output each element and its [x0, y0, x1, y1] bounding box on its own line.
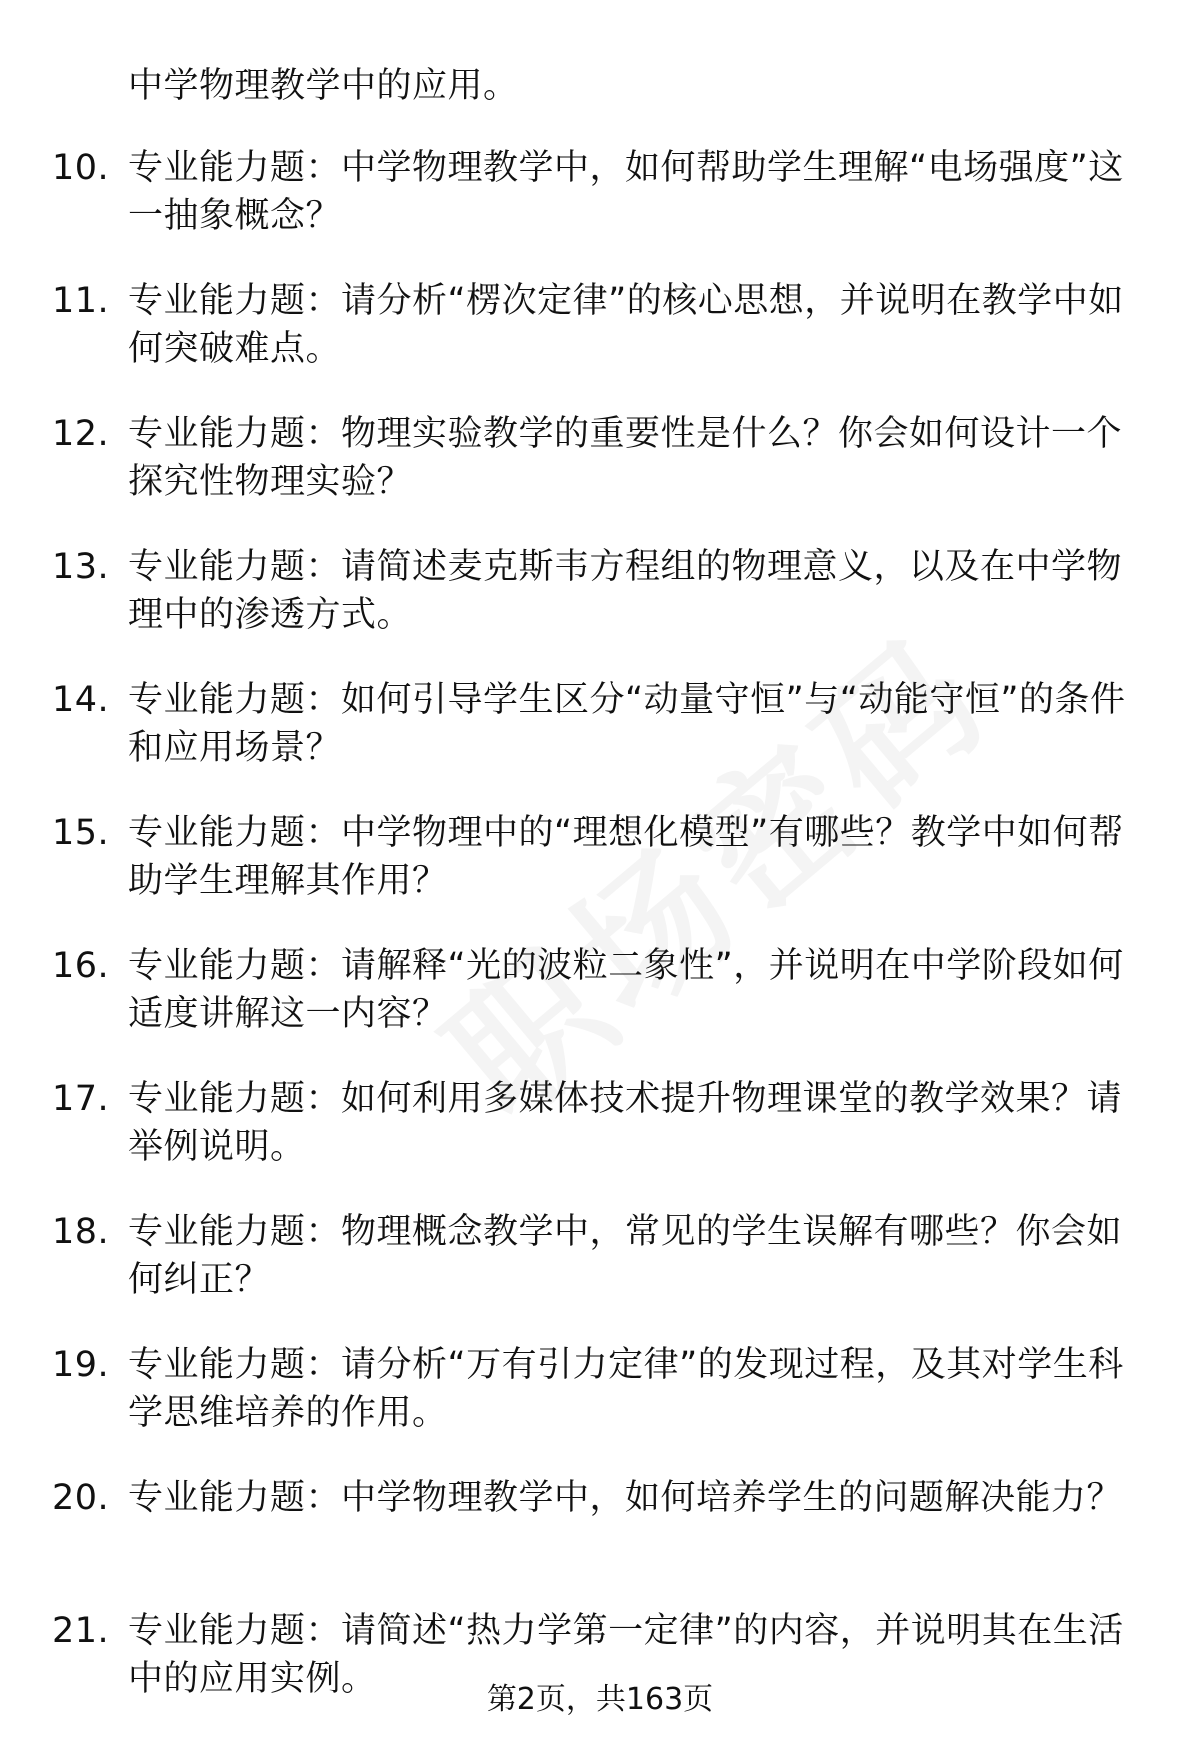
item-number: 10.	[52, 148, 110, 188]
item-text: 专业能力题：如何利用多媒体技术提升物理课堂的教学效果？请举例说明。	[128, 1079, 1123, 1167]
list-item	[0, 410, 1200, 543]
list-item	[0, 676, 1200, 809]
item-number: 20.	[52, 1478, 110, 1518]
item-number: 21.	[52, 1611, 110, 1651]
list-item	[0, 144, 1200, 277]
carryover-line: 中学物理教学中的应用。	[128, 66, 519, 106]
item-number: 19.	[52, 1345, 110, 1385]
item-text: 专业能力题：请分析“万有引力定律”的发现过程，及其对学生科学思维培养的作用。	[128, 1345, 1124, 1433]
list-item	[0, 809, 1200, 942]
list-item	[0, 543, 1200, 676]
list-item	[0, 277, 1200, 410]
item-text: 专业能力题：物理实验教学的重要性是什么？你会如何设计一个探究性物理实验？	[128, 414, 1123, 502]
page-footer: 第2页，共163页	[486, 1682, 714, 1717]
item-text: 专业能力题：请简述“热力学第一定律”的内容，并说明其在生活中的应用实例。	[128, 1611, 1124, 1699]
item-number: 14.	[52, 680, 110, 720]
item-text: 专业能力题：如何引导学生区分“动量守恒”与“动能守恒”的条件和应用场景？	[128, 680, 1126, 768]
item-number: 16.	[52, 946, 110, 986]
item-text: 专业能力题：中学物理教学中，如何培养学生的问题解决能力？	[128, 1478, 1123, 1518]
item-text: 专业能力题：请简述麦克斯韦方程组的物理意义，以及在中学物理中的渗透方式。	[128, 547, 1123, 635]
item-text: 专业能力题：请解释“光的波粒二象性”，并说明在中学阶段如何适度讲解这一内容？	[128, 946, 1124, 1034]
item-number: 12.	[52, 414, 110, 454]
item-number: 18.	[52, 1212, 110, 1252]
list-item	[0, 942, 1200, 1075]
item-number: 15.	[52, 813, 110, 853]
list-item	[0, 1474, 1200, 1607]
list-item	[0, 1607, 1200, 1740]
list-item	[0, 1075, 1200, 1208]
item-number: 17.	[52, 1079, 110, 1119]
item-text: 专业能力题：物理概念教学中，常见的学生误解有哪些？你会如何纠正？	[128, 1212, 1123, 1300]
item-number: 13.	[52, 547, 110, 587]
item-text: 专业能力题：请分析“楞次定律”的核心思想，并说明在教学中如何突破难点。	[128, 281, 1124, 369]
list-item	[0, 1341, 1200, 1474]
question-list	[0, 144, 1200, 1740]
item-number: 11.	[52, 281, 110, 321]
list-item	[0, 1208, 1200, 1341]
item-text: 专业能力题：中学物理教学中，如何帮助学生理解“电场强度”这一抽象概念？	[128, 148, 1124, 236]
item-text: 专业能力题：中学物理中的“理想化模型”有哪些？教学中如何帮助学生理解其作用？	[128, 813, 1124, 901]
